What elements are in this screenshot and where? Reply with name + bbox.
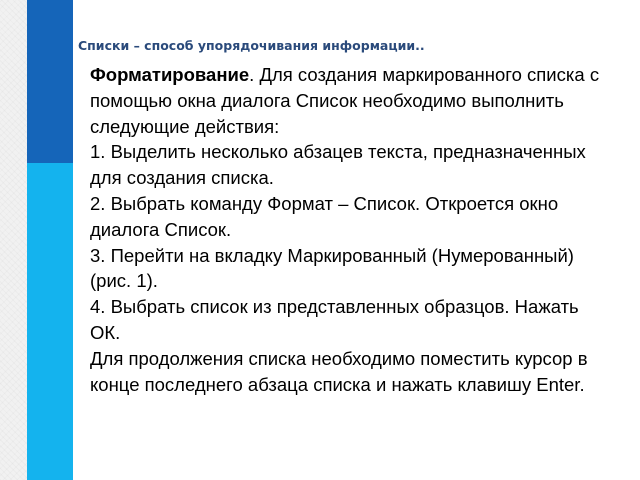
slide-title: Списки – способ упорядочивания информации..: [78, 38, 425, 53]
step-item: 1. Выделить несколько абзацев текста, предназначенных для создания списка.: [90, 141, 586, 189]
left-bar-dark-segment: [27, 0, 73, 163]
step-item: 2. Выбрать команду Формат – Список. Откроется окно диалога Список.: [90, 192, 559, 240]
slide-body: [90, 62, 610, 397]
lead-term: Форматирование: [90, 64, 250, 85]
step-item: 4. Выбрать список из представленных образцов. Нажать ОК.: [90, 296, 579, 343]
left-bar-light-segment: [27, 163, 73, 480]
intro-paragraph: [90, 62, 610, 139]
intro-text: . Для создания маркированного списка с помощью окна диалога Список необходимо выполнить следующие действия:: [90, 64, 600, 137]
outro-paragraph: Для продолжения списка необходимо поместить курсор в конце последнего абзаца списка и нажать клавишу Enter.: [90, 347, 588, 395]
left-decoration-bar: [27, 0, 73, 480]
step-item: 3. Перейти на вкладку Маркированный (Нумерованный) (рис. 1).: [90, 244, 574, 292]
